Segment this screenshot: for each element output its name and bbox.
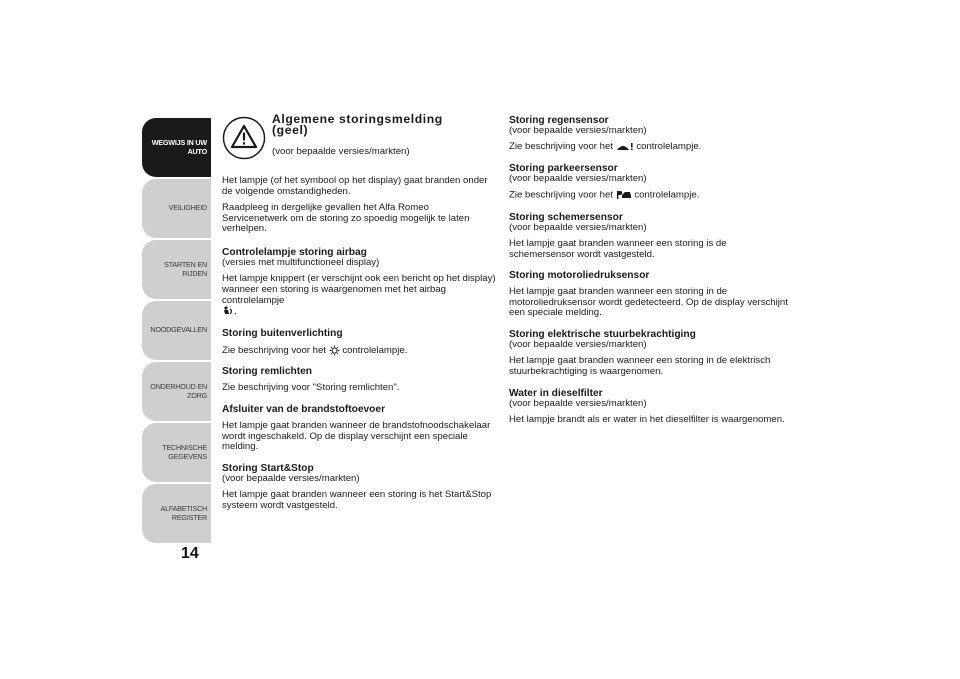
section-subtitle: (voor bepaalde versies/markten) <box>272 146 410 157</box>
left-column <box>222 176 497 521</box>
tab-label: AUTO <box>187 146 207 156</box>
steering-title: Storing elektrische stuurbekrachtiging <box>509 328 696 340</box>
twilight-text: Het lampje gaat branden wanneer een storing is de schemersensor wordt vastgesteld. <box>509 237 727 260</box>
oil-block <box>509 270 789 319</box>
airbag-icon <box>222 306 234 317</box>
tab-label: ALFABETISCH <box>160 504 207 513</box>
airbag-subtitle: (versies met multifunctioneel display) <box>222 256 380 268</box>
tab-label: GEGEVENS <box>168 451 207 461</box>
warning-triangle-icon <box>222 116 266 160</box>
rain-text <box>509 142 789 153</box>
tab-noodgevallen[interactable] <box>142 301 211 360</box>
fuel-block <box>222 404 497 453</box>
section-heading-line: Algemene storingsmelding <box>272 112 443 126</box>
rain-subtitle: (voor bepaalde versies/markten) <box>509 125 647 136</box>
tab-label: TECHNISCHE <box>162 443 207 452</box>
parking-text <box>509 190 789 201</box>
parking-subtitle: (voor bepaalde versies/markten) <box>509 173 647 185</box>
tab-label: STARTEN EN RIJDEN <box>164 260 207 278</box>
lights-text-b: controlelampje. <box>342 344 408 356</box>
tab-alfabetisch-register[interactable] <box>142 484 211 543</box>
tab-label: WEGWIJS IN UW <box>151 138 207 147</box>
parking-title: Storing parkeersensor <box>509 163 618 175</box>
tab-wegwijs[interactable] <box>142 118 211 177</box>
intro-paragraph: Het lampje (of het symbool op het display) gaat branden onder de volgende omstandigheden. <box>222 175 488 197</box>
tab-technische-gegevens[interactable] <box>142 423 211 482</box>
parking-text-a: Zie beschrijving voor het <box>509 189 613 201</box>
parking-text-b: controlelampje. <box>634 189 700 201</box>
twilight-block <box>509 212 789 261</box>
water-title: Water in dieselfilter <box>509 387 603 399</box>
rain-block <box>509 115 789 153</box>
parking-sensor-icon <box>616 190 632 200</box>
tab-veiligheid[interactable] <box>142 179 211 238</box>
rain-text-b: controlelampje. <box>636 141 702 153</box>
tab-label: ZORG <box>187 390 207 400</box>
page-number: 14 <box>181 545 199 562</box>
airbag-block <box>222 247 497 318</box>
tab-label: NOODGEVALLEN <box>150 325 207 335</box>
startstop-text: Het lampje gaat branden wanneer een storing is het Start&Stop systeem wordt vastgesteld. <box>222 489 492 511</box>
tab-label: ONDERHOUD EN <box>150 382 207 391</box>
bulb-icon <box>329 345 340 356</box>
section-heading <box>272 114 477 136</box>
tab-starten-en-rijden[interactable] <box>142 240 211 299</box>
fuel-text: Het lampje gaat branden wanneer de brandstofnoodschakelaar wordt ingeschakeld. Op de display verschijnt een speciale melding. <box>222 420 491 453</box>
rain-text-a: Zie beschrijving voor het <box>509 141 613 153</box>
lights-text-a: Zie beschrijving voor het <box>222 344 326 356</box>
airbag-text-body: Het lampje knippert (er verschijnt ook een bericht op het display) wanneer een storing is waargenomen met het airbag controlelampje <box>222 273 496 306</box>
intro-paragraph: Raadpleeg in dergelijke gevallen het Alfa Romeo Servicenetwerk om de storing zo spoedig mogelijk te laten verhelpen. <box>222 202 470 235</box>
right-column <box>509 115 789 436</box>
lights-block <box>222 328 497 357</box>
startstop-block <box>222 463 497 512</box>
water-text: Het lampje brandt als er water in het dieselfilter is waargenomen. <box>509 413 785 425</box>
section-heading-line: (geel) <box>272 123 309 137</box>
water-block <box>509 388 789 426</box>
brake-text: Zie beschrijving voor "Storing remlichten". <box>222 382 400 394</box>
water-subtitle: (voor bepaalde versies/markten) <box>509 397 647 409</box>
rain-title: Storing regensensor <box>509 115 609 126</box>
brake-block <box>222 366 497 394</box>
steering-subtitle: (voor bepaalde versies/markten) <box>509 338 647 350</box>
tab-label: REGISTER <box>171 512 207 522</box>
oil-text: Het lampje gaat branden wanneer een storing in de motoroliedruksensor wordt gedetecteerd. Op de display verschijnt een speciale melding. <box>509 286 788 319</box>
steering-block <box>509 329 789 378</box>
brake-title: Storing remlichten <box>222 366 313 378</box>
tab-onderhoud-en-zorg[interactable] <box>142 362 211 421</box>
startstop-subtitle: (voor bepaalde versies/markten) <box>222 472 360 484</box>
parking-block <box>509 163 789 202</box>
tab-label: VEILIGHEID <box>168 203 207 213</box>
steering-text: Het lampje gaat branden wanneer een storing in de elektrisch stuurbekrachtiging is waargenomen. <box>509 355 771 377</box>
fuel-title: Afsluiter van de brandstoftoevoer <box>222 404 386 415</box>
twilight-title: Storing schemersensor <box>509 211 623 223</box>
startstop-title: Storing Start&Stop <box>222 462 314 474</box>
rain-sensor-icon <box>616 142 634 151</box>
lights-title: Storing buitenverlichting <box>222 327 343 339</box>
airbag-title: Controlelampje storing airbag <box>222 246 367 258</box>
oil-title: Storing motoroliedruksensor <box>509 270 650 282</box>
twilight-subtitle: (voor bepaalde versies/markten) <box>509 221 647 233</box>
airbag-text-tail: . <box>234 306 237 318</box>
airbag-text <box>222 274 497 317</box>
lights-text <box>222 345 497 357</box>
